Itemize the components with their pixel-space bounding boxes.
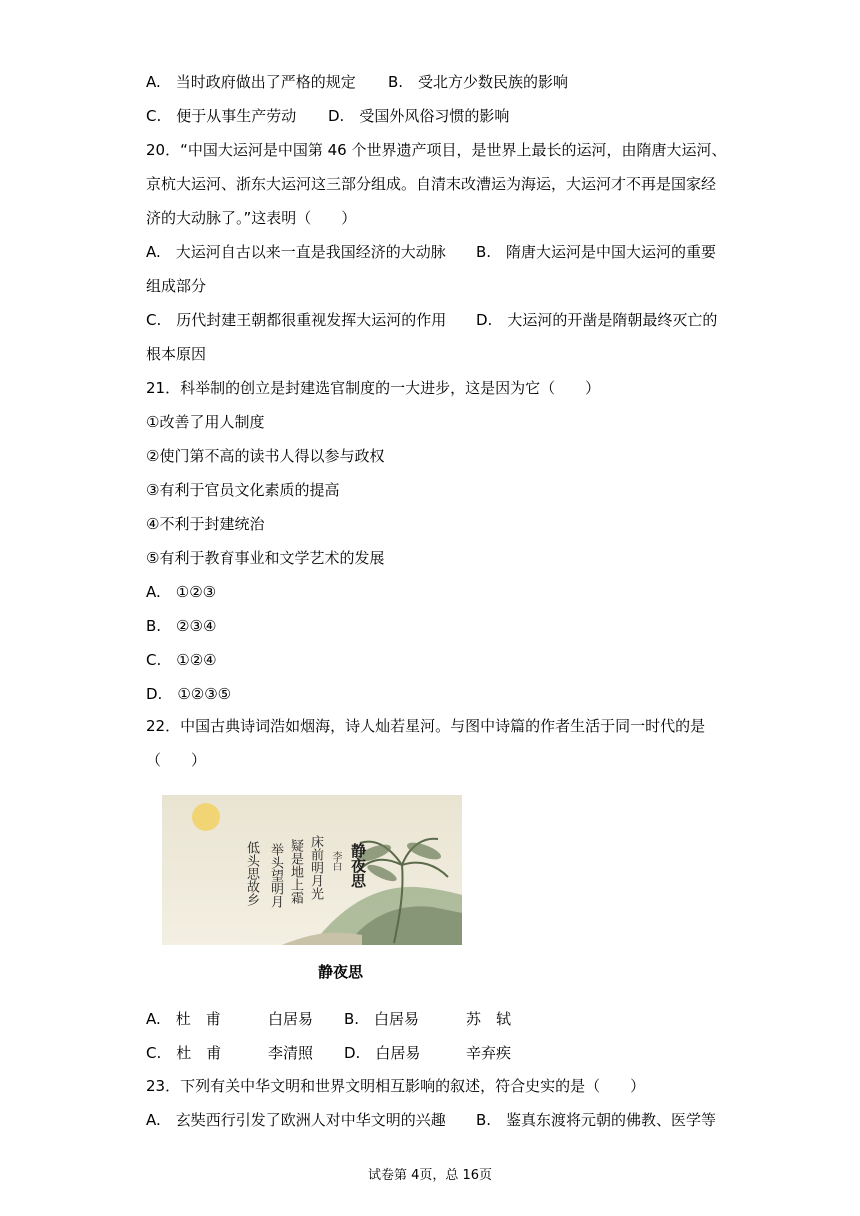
poem-line-1: 床前明月光: [308, 835, 323, 900]
figure-caption: 静夜思: [318, 963, 364, 981]
q20-option-b-cont: 组成部分: [146, 277, 207, 295]
q21-option-b: B. ②③④: [146, 617, 217, 635]
q22-option-c: C. 杜 甫: [146, 1044, 222, 1062]
q23-stem: 23．下列有关中华文明和世界文明相互影响的叙述，符合史实的是（ ）: [146, 1077, 646, 1095]
q20-option-d-cont: 根本原因: [146, 345, 207, 363]
q23-option-a: A. 玄奘西行引发了欧洲人对中华文明的兴趣: [146, 1111, 446, 1129]
q20-stem-line-3: 济的大动脉了。”这表明（ ）: [146, 209, 357, 227]
q21-item-5: ⑤有利于教育事业和文学艺术的发展: [146, 549, 385, 567]
q22-option-b-second: 苏 轼: [466, 1010, 512, 1028]
poem-line-3: 举头望明月: [268, 843, 283, 908]
q21-option-a: A. ①②③: [146, 583, 217, 601]
q21-item-3: ③有利于官员文化素质的提高: [146, 481, 340, 499]
q20-option-d: D. 大运河的开凿是隋朝最终灭亡的: [476, 311, 718, 329]
q20-stem-line-2: 京杭大运河、浙东大运河这三部分组成。自清末改漕运为海运，大运河才不再是国家经: [146, 175, 717, 193]
q19-option-a: A. 当时政府做出了严格的规定: [146, 73, 356, 91]
poem-title-text: 静夜思: [349, 843, 367, 888]
q19-option-c: C. 便于从事生产劳动: [146, 107, 297, 125]
q23-option-b: B. 鉴真东渡将元朝的佛教、医学等: [476, 1111, 717, 1129]
poem-line-2: 疑是地上霜: [288, 839, 303, 904]
q22-stem-line-1: 22．中国古典诗词浩如烟海，诗人灿若星河。与图中诗篇的作者生活于同一时代的是: [146, 717, 706, 735]
q22-option-d-second: 辛弃疾: [466, 1044, 512, 1062]
q22-option-a: A. 杜 甫: [146, 1010, 221, 1028]
q19-option-b: B. 受北方少数民族的影响: [388, 73, 569, 91]
q21-option-d: D. ①②③⑤: [146, 685, 232, 703]
poem-line-4: 低头思故乡: [244, 841, 259, 906]
q22-option-b: B. 白居易: [344, 1010, 420, 1028]
q21-stem: 21．科举制的创立是封建选官制度的一大进步，这是因为它（ ）: [146, 379, 601, 397]
q21-item-4: ④不利于封建统治: [146, 515, 265, 533]
poem-author-text: 李白: [330, 851, 341, 871]
q21-option-c: C. ①②④: [146, 651, 217, 669]
q22-stem-line-2: （ ）: [146, 751, 207, 769]
q20-option-b: B. 隋唐大运河是中国大运河的重要: [476, 243, 717, 261]
page-footer: 试卷第 4页，总 16页: [367, 1168, 493, 1183]
q20-stem-line-1: 20．“中国大运河是中国第 46 个世界遗产项目，是世界上最长的运河，由隋唐大运河、: [146, 141, 727, 159]
q21-item-1: ①改善了用人制度: [146, 413, 265, 431]
q20-option-a: A. 大运河自古以来一直是我国经济的大动脉: [146, 243, 446, 261]
q22-option-c-second: 李清照: [268, 1044, 314, 1062]
q20-option-c: C. 历代封建王朝都很重视发挥大运河的作用: [146, 311, 447, 329]
q21-item-2: ②使门第不高的读书人得以参与政权: [146, 447, 385, 465]
poem-image: [162, 795, 462, 945]
q19-option-d: D. 受国外风俗习惯的影响: [328, 107, 510, 125]
q22-option-d: D. 白居易: [344, 1044, 421, 1062]
q22-option-a-second: 白居易: [268, 1010, 314, 1028]
